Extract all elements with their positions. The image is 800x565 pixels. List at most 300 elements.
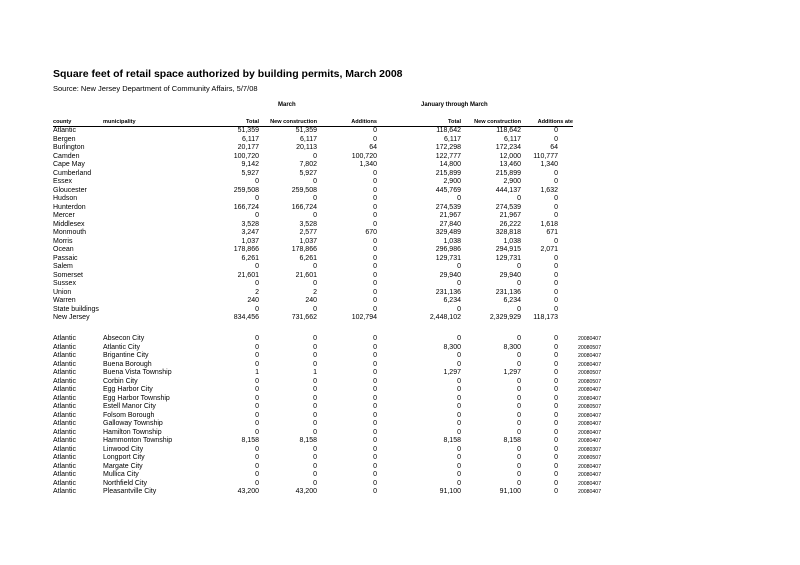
cell-ytd-new-construction: 215,899: [495, 169, 521, 177]
cell-municipality: Brigantine City: [103, 352, 149, 359]
cell-march-new-construction: 6,261: [299, 254, 317, 262]
cell-march-total: 20,177: [237, 144, 259, 151]
cell-march-new-construction: 0: [313, 305, 317, 313]
cell-march-new-construction: 43,200: [295, 488, 317, 495]
table-row: [0, 429, 800, 438]
cell-county: Union: [53, 288, 72, 296]
cell-ytd-additions: 0: [554, 403, 558, 410]
cell-date: 20080407: [578, 412, 602, 419]
cell-county: Salem: [53, 263, 73, 270]
cell-ytd-new-construction: 2,329,929: [489, 314, 521, 321]
cell-ytd-total: 122,777: [435, 152, 461, 160]
cell-march-total: 166,724: [233, 203, 259, 211]
cell-municipality: Atlantic City: [103, 343, 140, 351]
cell-march-total: 0: [255, 471, 259, 478]
cell-march-new-construction: 0: [313, 479, 317, 487]
cell-ytd-additions: 0: [554, 263, 558, 270]
cell-march-additions: 0: [373, 462, 377, 470]
cell-date: 20080407: [578, 353, 602, 359]
cell-march-additions: 0: [373, 288, 377, 296]
cell-ytd-new-construction: 0: [517, 428, 521, 436]
cell-ytd-new-construction: 0: [517, 462, 521, 470]
cell-march-new-construction: 0: [313, 462, 317, 470]
group-header-ytd: January through March: [421, 102, 488, 108]
cell-march-total: 43,200: [237, 488, 259, 495]
cell-ytd-additions: 0: [554, 360, 558, 368]
cell-march-additions: 0: [373, 212, 377, 219]
cell-march-total: 6,261: [241, 254, 259, 262]
cell-ytd-additions: 1,632: [540, 186, 558, 194]
table-row: [0, 306, 800, 315]
cell-march-new-construction: 0: [313, 280, 317, 287]
header-march-new-construction: New construction: [270, 119, 317, 125]
cell-ytd-additions: 1,340: [540, 161, 558, 168]
cell-ytd-additions: 0: [554, 386, 558, 393]
cell-county: Atlantic: [53, 471, 76, 478]
cell-county: Atlantic: [53, 377, 76, 385]
table-row: [0, 263, 800, 272]
cell-ytd-new-construction: 0: [517, 471, 521, 478]
cell-march-total: 0: [255, 420, 259, 427]
cell-municipality: Hamilton Township: [103, 428, 162, 436]
cell-ytd-total: 0: [457, 394, 461, 402]
cell-date: 20080407: [578, 489, 602, 495]
cell-march-new-construction: 7,802: [299, 161, 317, 168]
cell-county: Mercer: [53, 212, 75, 219]
cell-march-new-construction: 8,158: [299, 437, 317, 444]
cell-county: New Jersey: [53, 314, 90, 321]
cell-march-total: 5,927: [241, 169, 259, 177]
cell-ytd-new-construction: 12,000: [499, 152, 521, 160]
cell-date: 20080407: [578, 472, 602, 478]
cell-march-new-construction: 0: [313, 335, 317, 342]
cell-ytd-additions: 1,618: [540, 220, 558, 228]
cell-county: Morris: [53, 237, 73, 245]
cell-ytd-total: 6,117: [444, 135, 461, 143]
cell-ytd-additions: 0: [554, 271, 558, 279]
cell-county: State buildings: [53, 305, 99, 313]
cell-date: 20080407: [578, 361, 602, 368]
table-row: [0, 335, 800, 344]
cell-ytd-new-construction: 91,100: [499, 488, 521, 495]
cell-ytd-additions: 0: [554, 369, 558, 376]
cell-municipality: Egg Harbor Township: [103, 394, 170, 402]
table-row: [0, 412, 800, 421]
header-county: county: [53, 119, 72, 125]
cell-ytd-additions: 0: [554, 479, 558, 487]
cell-march-new-construction: 0: [313, 471, 317, 478]
cell-march-total: 0: [255, 377, 259, 385]
cell-ytd-new-construction: 0: [517, 420, 521, 427]
cell-ytd-additions: 0: [554, 488, 558, 495]
cell-ytd-new-construction: 6,117: [504, 135, 521, 143]
cell-march-additions: 0: [373, 237, 377, 245]
cell-ytd-additions: 671: [546, 229, 558, 236]
cell-ytd-total: 274,539: [435, 203, 461, 211]
cell-march-additions: 0: [373, 352, 377, 359]
cell-ytd-additions: 0: [554, 280, 558, 287]
cell-ytd-additions: 0: [554, 203, 558, 211]
cell-county: Hudson: [53, 195, 78, 202]
cell-march-total: 3,247: [241, 229, 259, 236]
cell-march-additions: 0: [373, 178, 377, 185]
cell-ytd-new-construction: 0: [517, 394, 521, 402]
cell-march-new-construction: 5,927: [299, 169, 317, 177]
cell-ytd-total: 14,800: [439, 161, 461, 168]
cell-ytd-new-construction: 29,940: [499, 271, 521, 279]
cell-march-additions: 0: [373, 263, 377, 270]
cell-ytd-total: 0: [457, 360, 461, 368]
cell-municipality: Corbin City: [103, 377, 138, 385]
cell-ytd-additions: 0: [554, 352, 558, 359]
table-row: [0, 454, 800, 463]
cell-county: Bergen: [53, 135, 76, 143]
cell-county: Passaic: [53, 254, 78, 262]
table-row: [0, 187, 800, 196]
cell-county: Warren: [53, 297, 76, 304]
cell-ytd-total: 296,986: [435, 246, 461, 253]
cell-county: Atlantic: [53, 352, 76, 359]
cell-march-new-construction: 0: [313, 152, 317, 160]
cell-march-new-construction: 0: [313, 343, 317, 351]
cell-date: 20080507: [578, 344, 602, 351]
cell-march-total: 178,866: [233, 246, 259, 253]
cell-march-additions: 0: [373, 411, 377, 419]
cell-march-new-construction: 178,866: [291, 246, 317, 253]
cell-county: Cape May: [53, 161, 85, 168]
cell-march-new-construction: 3,528: [299, 220, 317, 228]
cell-march-total: 0: [255, 479, 259, 487]
table-row: [0, 297, 800, 306]
cell-ytd-total: 445,769: [435, 186, 461, 194]
cell-march-new-construction: 259,508: [291, 186, 317, 194]
cell-march-additions: 0: [373, 454, 377, 461]
cell-ytd-new-construction: 0: [517, 403, 521, 410]
cell-march-additions: 0: [373, 246, 377, 253]
table-row: [0, 144, 800, 153]
cell-ytd-total: 0: [457, 411, 461, 419]
cell-ytd-new-construction: 294,915: [495, 246, 521, 253]
cell-county: Camden: [53, 152, 80, 160]
cell-march-total: 2: [255, 288, 259, 296]
cell-ytd-total: 0: [457, 471, 461, 478]
cell-ytd-new-construction: 0: [517, 360, 521, 368]
cell-march-total: 100,720: [233, 152, 259, 160]
cell-march-additions: 0: [373, 135, 377, 143]
cell-county: Atlantic: [53, 386, 76, 393]
cell-county: Atlantic: [53, 403, 76, 410]
cell-ytd-additions: 0: [554, 343, 558, 351]
table-row: [0, 229, 800, 238]
cell-march-total: 0: [255, 360, 259, 368]
cell-date: 20080407: [578, 421, 602, 427]
cell-march-additions: 0: [373, 271, 377, 279]
cell-march-additions: 0: [373, 169, 377, 177]
cell-ytd-total: 0: [457, 479, 461, 487]
cell-ytd-new-construction: 0: [517, 445, 521, 453]
cell-ytd-additions: 0: [554, 305, 558, 313]
table-row: [0, 204, 800, 213]
cell-date: 20080307: [578, 446, 602, 453]
cell-ytd-new-construction: 8,300: [503, 343, 521, 351]
cell-march-total: 0: [255, 445, 259, 453]
cell-ytd-new-construction: 274,539: [495, 203, 521, 211]
cell-ytd-new-construction: 0: [517, 377, 521, 385]
cell-march-total: 0: [255, 212, 259, 219]
cell-county: Atlantic: [53, 488, 76, 495]
table-row: [0, 212, 800, 221]
table-row: [0, 289, 800, 298]
cell-date: 20080407: [578, 438, 602, 444]
cell-march-new-construction: 0: [313, 386, 317, 393]
cell-march-new-construction: 6,117: [300, 135, 317, 143]
cell-march-new-construction: 2: [313, 288, 317, 296]
group-header-march: March: [278, 102, 296, 108]
cell-county: Hunterdon: [53, 203, 86, 211]
cell-march-total: 0: [255, 178, 259, 185]
cell-march-additions: 0: [373, 220, 377, 228]
cell-march-total: 6,117: [242, 135, 259, 143]
table-row: [0, 136, 800, 145]
header-municipality: municipality: [103, 119, 136, 125]
table-row: [0, 420, 800, 429]
cell-march-additions: 0: [373, 377, 377, 385]
cell-march-additions: 0: [373, 403, 377, 410]
cell-ytd-total: 0: [457, 445, 461, 453]
table-row: [0, 463, 800, 472]
cell-county: Essex: [53, 178, 73, 185]
cell-ytd-total: 329,489: [435, 229, 461, 236]
cell-march-total: 0: [255, 343, 259, 351]
cell-march-total: 0: [255, 394, 259, 402]
cell-county: Atlantic: [53, 479, 76, 487]
table-row: [0, 314, 800, 323]
cell-ytd-additions: 0: [554, 254, 558, 262]
cell-march-total: 0: [255, 454, 259, 461]
table-row: [0, 446, 800, 455]
cell-ytd-new-construction: 0: [517, 263, 521, 270]
cell-march-additions: 0: [373, 471, 377, 478]
table-row: [0, 352, 800, 361]
cell-date: 20080507: [578, 378, 602, 385]
table-row: [0, 238, 800, 247]
cell-ytd-additions: 0: [554, 335, 558, 342]
cell-county: Atlantic: [53, 369, 76, 376]
cell-march-new-construction: 0: [313, 454, 317, 461]
cell-ytd-total: 1,297: [443, 369, 461, 376]
table-row: [0, 246, 800, 255]
cell-ytd-total: 0: [457, 335, 461, 342]
cell-march-new-construction: 0: [313, 377, 317, 385]
report-source: Source: New Jersey Department of Community Affairs, 5/7/08: [53, 84, 258, 93]
cell-march-additions: 0: [373, 343, 377, 351]
header-march-total: Total: [246, 119, 259, 125]
cell-march-new-construction: 0: [313, 394, 317, 402]
cell-ytd-total: 2,448,102: [429, 314, 461, 321]
cell-ytd-total: 2,900: [443, 178, 461, 185]
cell-march-total: 1: [255, 369, 259, 376]
cell-ytd-total: 8,158: [443, 437, 461, 444]
cell-march-total: 0: [255, 352, 259, 359]
cell-county: Burlington: [53, 144, 85, 151]
cell-march-total: 834,456: [233, 314, 259, 321]
cell-ytd-total: 1,038: [443, 237, 461, 245]
cell-ytd-total: 27,840: [439, 220, 461, 228]
cell-ytd-total: 6,234: [443, 297, 461, 304]
cell-ytd-total: 231,136: [435, 288, 461, 296]
cell-ytd-additions: 0: [554, 428, 558, 436]
cell-municipality: Buena Vista Township: [103, 369, 172, 376]
cell-municipality: Folsom Borough: [103, 411, 155, 419]
cell-march-new-construction: 240: [305, 297, 317, 304]
cell-municipality: Buena Borough: [103, 360, 152, 368]
cell-march-additions: 0: [373, 394, 377, 402]
cell-ytd-additions: 0: [554, 135, 558, 143]
cell-march-total: 0: [255, 263, 259, 270]
cell-ytd-total: 29,940: [439, 271, 461, 279]
cell-march-new-construction: 0: [313, 360, 317, 368]
cell-county: Atlantic: [53, 462, 76, 470]
cell-march-additions: 0: [373, 360, 377, 368]
cell-ytd-additions: 0: [554, 212, 558, 219]
cell-march-additions: 0: [373, 488, 377, 495]
cell-municipality: Longport City: [103, 454, 145, 461]
cell-ytd-new-construction: 1,297: [503, 369, 521, 376]
cell-municipality: Hammonton Township: [103, 437, 173, 444]
cell-county: Atlantic: [53, 428, 76, 436]
cell-municipality: Egg Harbor City: [103, 386, 153, 393]
cell-ytd-additions: 0: [554, 288, 558, 296]
table-row: [0, 272, 800, 281]
cell-march-total: 8,158: [241, 437, 259, 444]
cell-ytd-total: 215,899: [435, 169, 461, 177]
cell-ytd-additions: 0: [554, 237, 558, 245]
cell-ytd-total: 91,100: [439, 488, 461, 495]
cell-county: Cumberland: [53, 169, 92, 177]
cell-march-new-construction: 0: [313, 178, 317, 185]
table-row: [0, 369, 800, 378]
cell-march-new-construction: 0: [313, 411, 317, 419]
table-row: [0, 395, 800, 404]
cell-march-total: 0: [255, 195, 259, 202]
cell-march-total: 1,037: [241, 237, 259, 245]
cell-march-new-construction: 1,037: [299, 237, 317, 245]
cell-march-total: 9,142: [241, 161, 259, 168]
cell-march-new-construction: 51,359: [295, 127, 317, 134]
cell-march-additions: 0: [373, 195, 377, 202]
cell-march-additions: 0: [373, 479, 377, 487]
cell-march-additions: 102,794: [351, 314, 377, 321]
cell-county: Atlantic: [53, 445, 76, 453]
cell-ytd-total: 8,300: [443, 343, 461, 351]
cell-march-additions: 0: [373, 420, 377, 427]
cell-ytd-total: 0: [457, 386, 461, 393]
table-row: [0, 195, 800, 204]
table-row: [0, 488, 800, 497]
cell-ytd-additions: 64: [550, 144, 558, 151]
cell-ytd-additions: 0: [554, 377, 558, 385]
table-row: [0, 153, 800, 162]
cell-ytd-total: 0: [457, 377, 461, 385]
cell-date: 20080507: [578, 370, 602, 376]
cell-march-additions: 0: [373, 305, 377, 313]
cell-county: Middlesex: [53, 220, 85, 228]
cell-march-new-construction: 0: [313, 403, 317, 410]
table-row: [0, 344, 800, 353]
cell-march-additions: 64: [369, 144, 377, 151]
header-ytd-total: Total: [448, 119, 461, 125]
table-row: [0, 471, 800, 480]
cell-march-total: 0: [255, 428, 259, 436]
cell-ytd-additions: 0: [554, 437, 558, 444]
cell-ytd-total: 129,731: [435, 254, 461, 262]
table-row: [0, 361, 800, 370]
cell-ytd-new-construction: 0: [517, 195, 521, 202]
cell-ytd-new-construction: 172,234: [495, 144, 521, 151]
cell-municipality: Pleasantville City: [103, 488, 157, 495]
cell-ytd-additions: 0: [554, 127, 558, 134]
cell-ytd-new-construction: 328,818: [495, 229, 521, 236]
cell-ytd-additions: 0: [554, 169, 558, 177]
cell-ytd-new-construction: 8,158: [503, 437, 521, 444]
cell-ytd-new-construction: 0: [517, 352, 521, 359]
cell-march-new-construction: 166,724: [291, 203, 317, 211]
cell-ytd-new-construction: 26,222: [499, 220, 521, 228]
cell-date: 20080407: [578, 463, 602, 470]
cell-municipality: Mullica City: [103, 471, 139, 478]
header-ytd-new-construction: New construction: [474, 119, 521, 125]
cell-march-total: 240: [247, 297, 259, 304]
cell-ytd-new-construction: 0: [517, 386, 521, 393]
cell-ytd-new-construction: 0: [517, 479, 521, 487]
cell-ytd-additions: 0: [554, 178, 558, 185]
cell-date: 20080507: [578, 404, 602, 410]
cell-ytd-new-construction: 1,038: [503, 237, 521, 245]
cell-ytd-additions: 0: [554, 394, 558, 402]
cell-march-additions: 1,340: [359, 161, 377, 168]
cell-ytd-new-construction: 13,460: [499, 161, 521, 168]
cell-municipality: Absecon City: [103, 335, 145, 342]
cell-march-total: 0: [255, 305, 259, 313]
cell-ytd-total: 0: [457, 263, 461, 270]
cell-ytd-additions: 0: [554, 420, 558, 427]
cell-ytd-total: 0: [457, 195, 461, 202]
cell-county: Gloucester: [53, 186, 87, 194]
cell-county: Atlantic: [53, 127, 76, 134]
cell-march-new-construction: 21,601: [295, 271, 317, 279]
cell-county: Atlantic: [53, 360, 76, 368]
cell-ytd-total: 0: [457, 305, 461, 313]
cell-march-total: 0: [255, 411, 259, 419]
cell-march-additions: 670: [365, 229, 377, 236]
table-row: [0, 127, 800, 136]
cell-ytd-total: 172,298: [435, 144, 461, 151]
cell-county: Ocean: [53, 246, 74, 253]
cell-county: Atlantic: [53, 420, 76, 427]
cell-march-new-construction: 0: [313, 420, 317, 427]
cell-ytd-total: 0: [457, 420, 461, 427]
cell-ytd-additions: 0: [554, 411, 558, 419]
table-row: [0, 403, 800, 412]
cell-county: Atlantic: [53, 437, 76, 444]
cell-march-additions: 0: [373, 254, 377, 262]
cell-march-additions: 0: [373, 297, 377, 304]
table-row: [0, 386, 800, 395]
table-row: [0, 255, 800, 264]
cell-county: Somerset: [53, 271, 83, 279]
table-row: [0, 178, 800, 187]
cell-march-new-construction: 0: [313, 195, 317, 202]
